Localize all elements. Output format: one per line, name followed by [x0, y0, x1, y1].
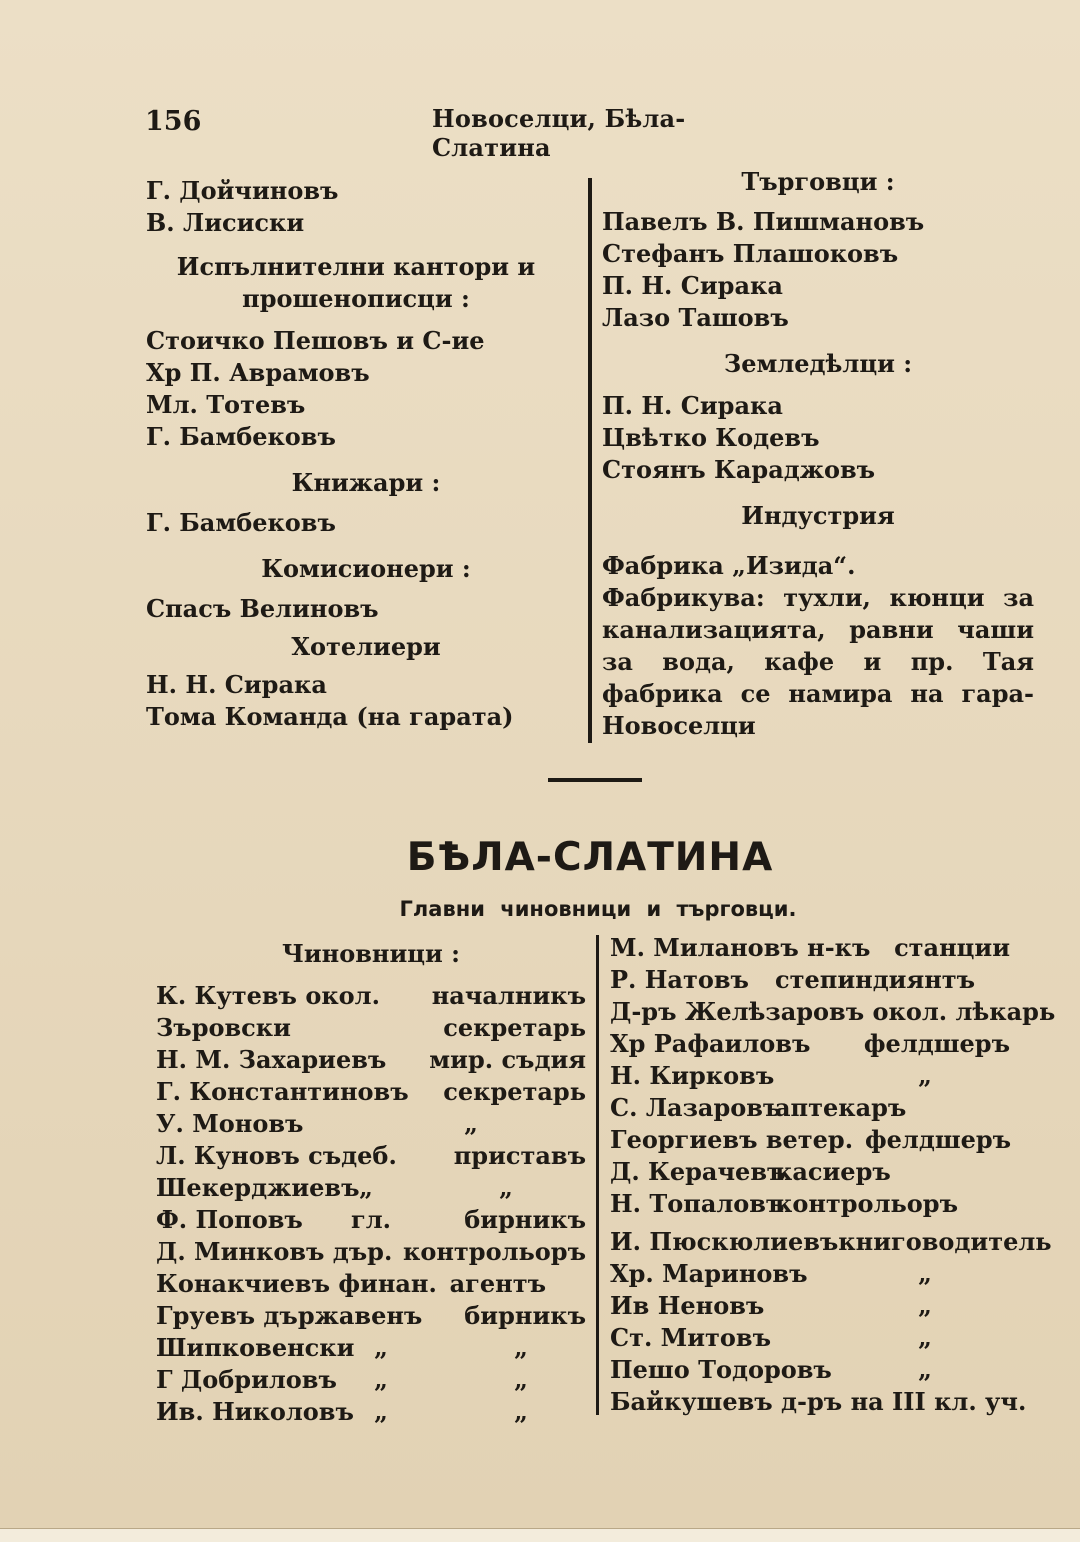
- page-header: [145, 100, 790, 162]
- table-row: [610, 996, 1056, 1028]
- page-edge: [0, 1528, 1080, 1542]
- official-name: М. Милановъ н-къ: [610, 933, 871, 962]
- table-row: [156, 1140, 586, 1172]
- official-name: Ф. Поповъ: [156, 1205, 303, 1234]
- ditto-mark: „: [514, 1397, 528, 1426]
- ditto-mark: „: [918, 1355, 932, 1384]
- list-item: Спасъ Велиновъ: [146, 594, 379, 623]
- page-number: 156: [145, 106, 202, 137]
- section-heading-industry: Индустрия: [741, 501, 895, 530]
- list-item: Павелъ В. Пишмановъ: [602, 207, 925, 236]
- official-position: агентъ: [449, 1269, 546, 1298]
- list-item: Мл. Тотевъ: [146, 390, 306, 419]
- official-name: Груевъ държавенъ: [156, 1301, 423, 1330]
- table-row: [610, 1188, 1040, 1220]
- official-position: секретарь: [443, 1013, 586, 1042]
- official-name: К. Кутевъ окол.: [156, 981, 380, 1010]
- ditto-mark: „: [374, 1365, 388, 1394]
- table-row: [610, 1354, 1040, 1386]
- table-row: [156, 1012, 586, 1044]
- official-name: Л. Куновъ съдеб.: [156, 1141, 397, 1170]
- official-name: Шекерджиевъ: [156, 1173, 360, 1202]
- table-row: [156, 1300, 586, 1332]
- official-name: Г Добриловъ: [156, 1365, 337, 1394]
- official-position: аптекаръ: [775, 1093, 907, 1122]
- official-position: началникъ: [431, 981, 586, 1010]
- table-row: [610, 1156, 1040, 1188]
- official-name: Хр. Мариновъ: [610, 1259, 808, 1288]
- ditto-mark: „: [374, 1397, 388, 1426]
- list-item: П. Н. Сирака: [602, 271, 783, 300]
- table-row: [156, 1108, 586, 1140]
- official-name: Д. Керачевъ: [610, 1157, 786, 1186]
- official-position: бирникъ: [464, 1205, 586, 1234]
- list-item: В. Лисиски: [146, 208, 305, 237]
- section-heading-commission-agents: Комисионери :: [261, 554, 471, 583]
- official-name: Ст. Митовъ: [610, 1323, 772, 1352]
- list-item: Хр П. Аврамовъ: [146, 358, 370, 387]
- ditto-mark: „: [918, 1291, 932, 1320]
- official-position: фелдшеръ: [865, 1125, 1012, 1154]
- list-item: Стоянъ Караджовъ: [602, 455, 876, 484]
- section-heading-traders: Търговци :: [741, 167, 895, 196]
- table-row: [156, 1172, 586, 1204]
- official-name: Ив Неновъ: [610, 1291, 765, 1320]
- ditto-mark: „: [464, 1109, 478, 1138]
- official-position: контрольоръ: [403, 1237, 586, 1266]
- table-row: [156, 1396, 586, 1428]
- official-position: книговодитель: [838, 1227, 1052, 1256]
- ditto-mark: „: [918, 1061, 932, 1090]
- table-row: [610, 1322, 1040, 1354]
- table-row: [156, 1236, 586, 1268]
- ditto-mark: „: [918, 1259, 932, 1288]
- official-position: секретарь: [443, 1077, 586, 1106]
- official-name: Д-ръ Желѣзаровъ окол. лѣкарь: [610, 997, 1056, 1026]
- official-name: Ив. Николовъ: [156, 1397, 354, 1426]
- list-item: П. Н. Сирака: [602, 391, 783, 420]
- official-name: Пешо Тодоровъ: [610, 1355, 832, 1384]
- official-name: И. Пюскюлиевъ: [610, 1227, 839, 1256]
- factory-name: Фабрика „Изида“.: [602, 551, 856, 580]
- ditto-mark: „: [359, 1173, 373, 1202]
- table-row: [156, 1044, 586, 1076]
- table-row: [610, 1092, 1040, 1124]
- official-position: касиеръ: [775, 1157, 891, 1186]
- list-item: Г. Бамбековъ: [146, 422, 336, 451]
- official-name: Н. Топаловъ: [610, 1189, 785, 1218]
- table-row: [610, 1028, 1040, 1060]
- official-position: бирникъ: [464, 1301, 586, 1330]
- table-row: [156, 980, 586, 1012]
- section-heading-hoteliers: Хотелиери: [291, 632, 441, 661]
- novoselci-right-column: [602, 166, 1034, 742]
- officials-right-column: [610, 932, 1056, 1418]
- ditto-mark: „: [514, 1365, 528, 1394]
- table-row: [610, 1124, 1040, 1156]
- table-row: [156, 1076, 586, 1108]
- official-name: Н. Кирковъ: [610, 1061, 775, 1090]
- official-name: Д. Минковъ дър.: [156, 1237, 393, 1266]
- table-row: [610, 1258, 1040, 1290]
- list-item: Лазо Ташовъ: [602, 303, 789, 332]
- official-name: Хр Рафаиловъ: [610, 1029, 811, 1058]
- list-item: Стефанъ Плашоковъ: [602, 239, 899, 268]
- ditto-mark: „: [374, 1333, 388, 1362]
- officials-left-column: [156, 938, 586, 1428]
- official-name: У. Моновъ: [156, 1109, 304, 1138]
- table-row: [156, 1364, 586, 1396]
- list-item: Тома Команда (на гарата): [146, 702, 514, 731]
- table-row: [610, 964, 1040, 996]
- city-title: БѢЛА-СЛАТИНА: [406, 835, 774, 880]
- ditto-mark: „: [499, 1173, 513, 1202]
- table-row: [156, 1332, 586, 1364]
- official-name: Байкушевъ д-ръ на III кл. уч.: [610, 1387, 1027, 1416]
- table-row: [610, 1060, 1040, 1092]
- section-heading-booksellers: Книжари :: [291, 468, 441, 497]
- running-title: Новоселци, Бѣла-Слатина: [432, 104, 686, 162]
- table-row: [610, 1226, 1052, 1258]
- official-position: контрольоръ: [775, 1189, 958, 1218]
- table-row: [610, 1290, 1040, 1322]
- column-divider: [588, 178, 592, 743]
- factory-description: Фабрикува: тухли, кюнци за канализацията, равни чаши за вода, кафе и пр. Тая фабрика се намира на гара-Новоселци: [602, 583, 1034, 740]
- official-name: С. Лазаровъ: [610, 1093, 782, 1122]
- table-row: [156, 1268, 586, 1300]
- list-item: Г. Дойчиновъ: [146, 176, 339, 205]
- official-position: степиндиянтъ: [775, 965, 976, 994]
- official-position: станции: [894, 933, 1010, 962]
- table-row: [610, 1386, 1040, 1418]
- official-name: Н. М. Захариевъ: [156, 1045, 387, 1074]
- list-item: Г. Бамбековъ: [146, 508, 336, 537]
- official-name: Зъровски: [156, 1013, 291, 1042]
- section-heading-executive-offices: Испълнителни кантори и прошенописци :: [176, 252, 536, 313]
- list-item: Цвѣтко Кодевъ: [602, 423, 820, 452]
- table-row: [610, 932, 1040, 964]
- section-subtitle: Главни чиновници и търговци.: [399, 897, 797, 921]
- section-separator: [548, 778, 642, 782]
- novoselci-left-column: [146, 175, 566, 733]
- official-name: Георгиевъ ветер.: [610, 1125, 854, 1154]
- official-name: Р. Натовъ: [610, 965, 749, 994]
- official-position: фелдшеръ: [863, 1029, 1010, 1058]
- official-position: мир. съдия: [429, 1045, 586, 1074]
- ditto-mark: „: [514, 1333, 528, 1362]
- list-item: Н. Н. Сирака: [146, 670, 327, 699]
- column-divider: [596, 935, 599, 1415]
- table-row: [156, 1204, 586, 1236]
- section-heading-officials: Чиновници :: [281, 939, 461, 968]
- official-position: приставъ: [453, 1141, 586, 1170]
- list-item: Стоичко Пешовъ и С-ие: [146, 326, 485, 355]
- ditto-mark: „: [918, 1323, 932, 1352]
- official-name: Г. Константиновъ: [156, 1077, 409, 1106]
- official-name: Шипковенски: [156, 1333, 355, 1362]
- section-heading-farmers: Земледѣлци :: [723, 349, 913, 378]
- official-name: Конакчиевъ финан.: [156, 1269, 437, 1298]
- official-position: гл.: [351, 1205, 391, 1234]
